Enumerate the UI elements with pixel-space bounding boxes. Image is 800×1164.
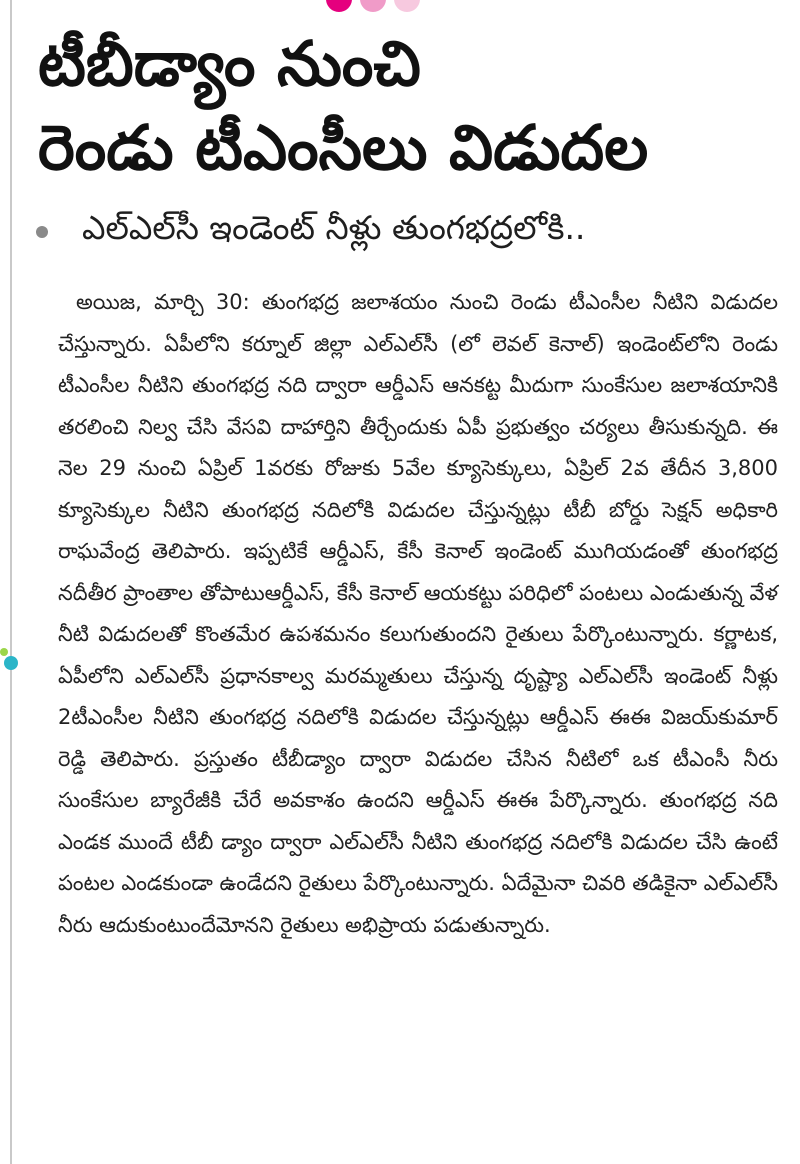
magenta-dot-icon [326, 0, 352, 12]
headline-line-2: రెండు టీఎంసీలు విడుదల [38, 111, 649, 184]
pink-dot-icon [360, 0, 386, 12]
subheadline [36, 208, 776, 255]
side-marker [0, 648, 20, 688]
green-dot-icon [0, 648, 8, 656]
article-body [58, 282, 778, 946]
subheadline-text: ఎల్‌ఎల్‌సీ ఇండెంట్‌ నీళ్లు తుంగభద్రలోకి.. [82, 208, 586, 247]
teal-dot-icon [4, 656, 18, 670]
light-pink-dot-icon [394, 0, 420, 12]
left-column-rule [10, 0, 12, 1164]
headline-line-1: టీబీడ్యాం నుంచి [38, 27, 421, 100]
article-text: తుంగభద్ర జలాశయం నుంచి రెండు టీఎంసీల నీటిని విడుదల చేస్తున్నారు. ఏపీలోని కర్నూల్‌ జిల్లా ఎల్‌ఎల్‌సీ (లో లెవల్‌ కెనాల్‌) ఇండెంట్‌లోని రెండు టీఎంసీల నీటిని తుంగభద్ర నది ద్వారా ఆర్డీఎస్‌ ఆనకట్ట మీదుగా సుంకేసుల జలాశయానికి తరలించి నిల్వ చేసి వేసవి దాహార్తిని తీర్చేందుకు ఏపీ ప్రభుత్వం చర్యలు తీసుకున్నది. ఈ నెల 29 నుంచి ఏప్రిల్‌ 1వరకు రోజుకు 5వేల క్యూసెక్కులు, ఏప్రిల్‌ 2వ తేదీన 3,800 క్యూసెక్కుల నీటిని తుంగభద్ర నదిలోకి విడుదల చేస్తున్నట్లు టీబీ బోర్డు సెక్షన్‌ అధికారి రాఘవేంద్ర తెలిపారు. ఇప్పటికే ఆర్డీఎస్‌, కేసీ కెనాల్‌ ఇండెంట్‌ ముగియడంతో తుంగభద్ర నదీతీర ప్రాంతాల తోపాటుఆర్డీఎస్‌, కేసీ కెనాల్‌ ఆయకట్టు పరిధిలో పంటలు ఎండుతున్న వేళ నీటి విడుదలతో కొంతమేర ఉపశమనం కలుగుతుందని రైతులు పేర్కొంటున్నారు. కర్ణాటక, ఏపీలోని ఎల్‌ఎల్‌సీ ప్రధానకాల్వ మరమ్మతులు చేస్తున్న దృష్ట్యా ఎల్‌ఎల్‌సీ ఇండెంట్‌ నీళ్లు 2టీఎంసీల నీటిని తుంగభద్ర నదిలోకి విడుదల చేస్తున్నట్లు ఆర్డీఎస్‌ ఈఈ విజయ్‌కుమార్‌ రెడ్డి తెలిపారు. ప్రస్తుతం టీబీడ్యాం ద్వారా విడుదల చేసిన నీటిలో ఒక టీఎంసీ నీరు సుంకేసుల బ్యారేజీకి చేరే అవకాశం ఉందని ఆర్డీఎస్‌ ఈఈ పేర్కొన్నారు. తుంగభద్ర నది ఎండక ముందే టీబీ డ్యాం ద్వారా ఎల్‌ఎల్‌సీ నీటిని తుంగభద్ర నదిలోకి విడుదల చేసి ఉంటే పంటల ఎండకుండా ఉండేదని రైతులు పేర్కొంటున్నారు. ఏదేమైనా చివరి తడికైనా ఎల్‌ఎల్‌సీ నీరు ఆదుకుంటుందేమోనని రైతులు అభిప్రాయ పడుతున్నారు. [58, 290, 778, 937]
bullet-icon [36, 226, 48, 238]
headline [38, 22, 778, 190]
article-dateline: అయిజ, మార్చి 30: [76, 290, 250, 314]
